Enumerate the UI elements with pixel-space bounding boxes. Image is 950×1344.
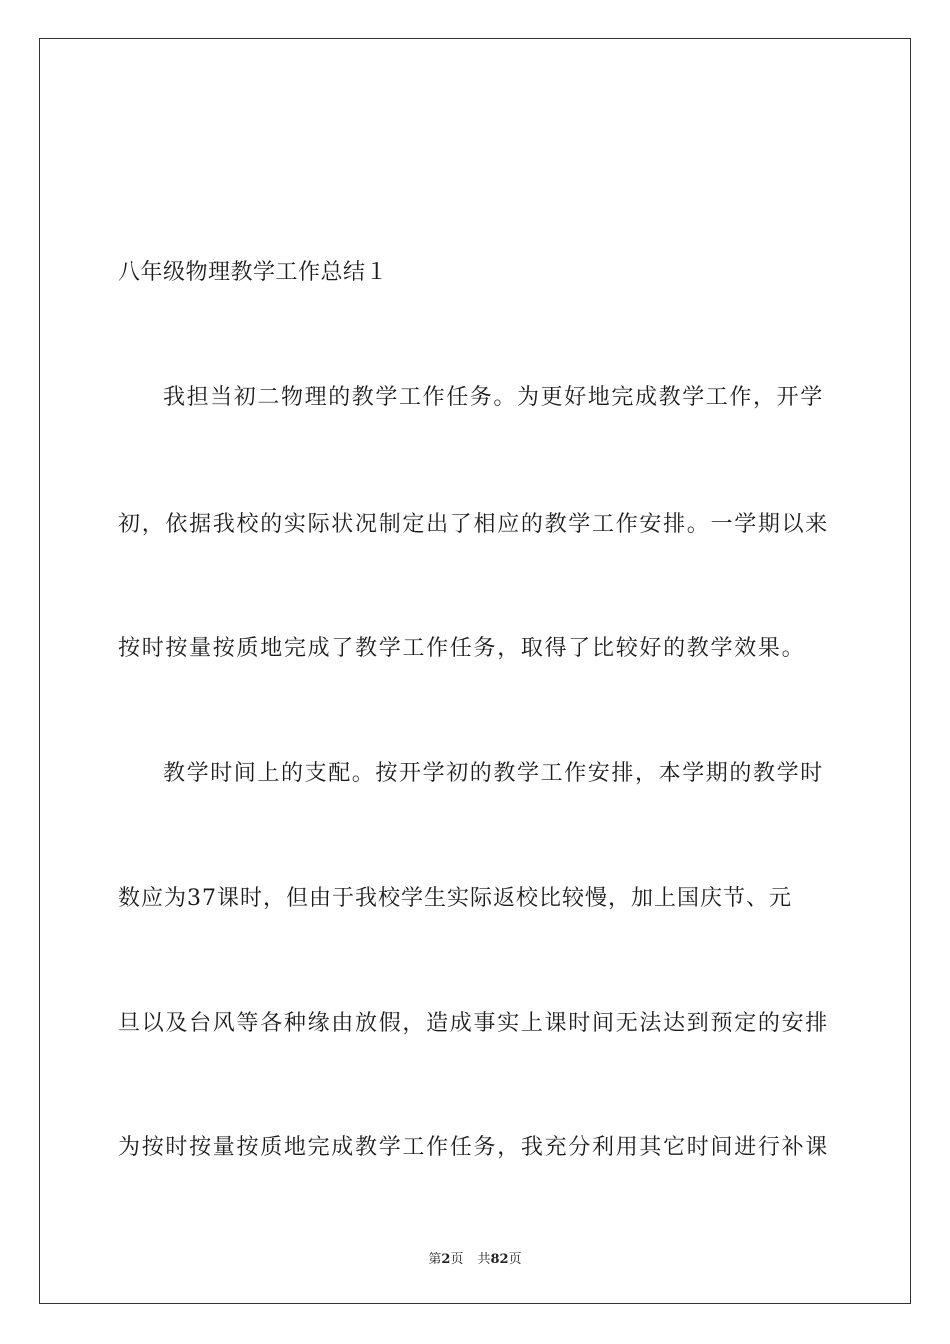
page-number: 2 [441, 1252, 451, 1267]
paragraph-line-6: 旦以及台风等各种缘由放假，造成事实上课时间无法达到预定的安排 [118, 1011, 830, 1036]
paragraph-line-5: 数应为37课时，但由于我校学生实际返校比较慢，加上国庆节、元 [118, 886, 792, 911]
page-footer [0, 1248, 950, 1267]
total-prefix: 共 [477, 1252, 491, 1267]
page-prefix: 第 [428, 1252, 442, 1267]
page-suffix: 页 [450, 1252, 464, 1267]
document-title: 八年级物理教学工作总结１ [118, 260, 389, 285]
page-border [39, 38, 911, 1304]
paragraph-line-7: 为按时按量按质地完成教学工作任务，我充分利用其它时间进行补课 [118, 1135, 830, 1160]
paragraph-line-4: 教学时间上的支配。按开学初的教学工作安排，本学期的教学时 [163, 761, 824, 786]
total-suffix: 页 [508, 1252, 522, 1267]
paragraph-line-3: 按时按量按质地完成了教学工作任务，取得了比较好的教学效果。 [118, 636, 806, 661]
paragraph-line-1: 我担当初二物理的教学工作任务。为更好地完成教学工作，开学 [163, 385, 824, 410]
paragraph-line-2: 初，依据我校的实际状况制定出了相应的教学工作安排。一学期以来 [118, 512, 830, 537]
total-pages: 82 [490, 1252, 509, 1267]
